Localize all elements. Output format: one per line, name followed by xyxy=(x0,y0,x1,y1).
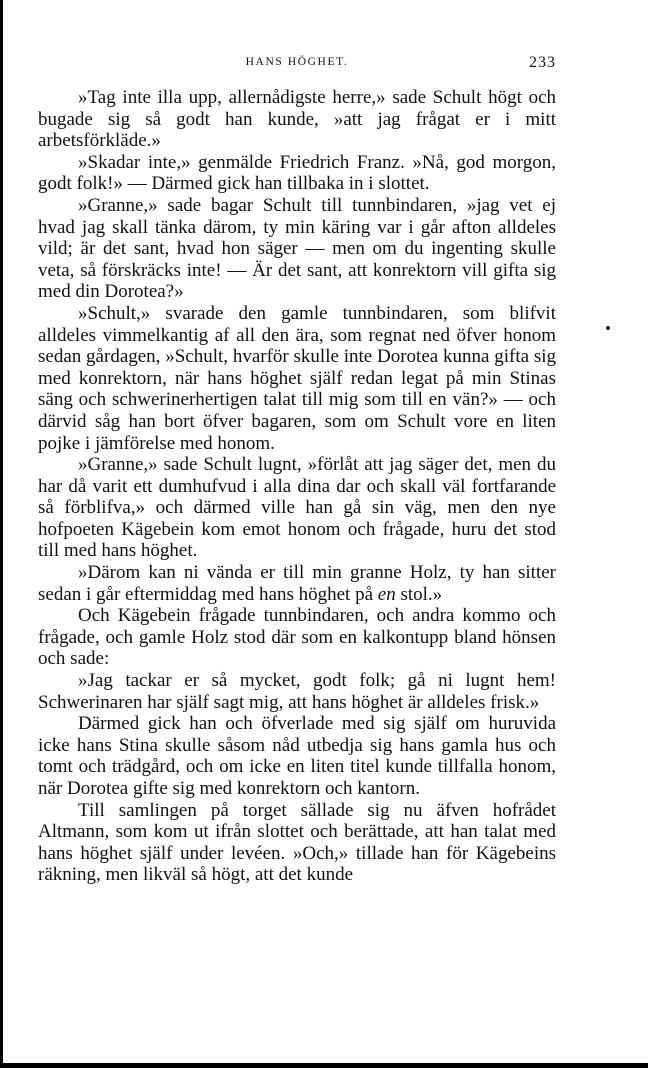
paragraph: Till samlingen på torget sällade sig nu äfven hofrådet Altmann, som kom ut ifrån slottet och berättade, att han talat med hans höghet själf under levéen. »Och,» tillade han för Kägebeins räkning, men likväl så högt, att det kunde xyxy=(38,799,556,886)
scan-left-border xyxy=(0,0,3,1068)
running-title: HANS HÖGHET. xyxy=(245,56,349,68)
paragraph-text: »Därom kan ni vända er till min granne Holz, ty han sitter sedan i går eftermiddag med hans höghet på xyxy=(38,562,556,605)
italic-word: en xyxy=(377,583,396,605)
paragraph: Och Kägebein frågade tunnbindaren, och andra kommo och frågade, och gamle Holz stod där som en kalkontupp bland hönsen och sade: xyxy=(38,605,556,670)
body-text xyxy=(38,87,556,886)
paragraph: »Skadar inte,» genmälde Friedrich Franz. »Nå, god morgon, godt folk!» — Därmed gick han tillbaka in i slottet. xyxy=(38,151,556,195)
page-header xyxy=(38,54,556,74)
paragraph: »Tag inte illa upp, allernådigste herre,» sade Schult högt och bugade sig så godt han kunde, »att jag frågat er i mitt arbetsförkläde.» xyxy=(38,87,556,152)
paragraph: Därmed gick han och öfverlade med sig själf om huruvida icke hans Stina skulle såsom nåd utbedja sig hans gamla hus och tomt och trädgård, och om icke en liten titel kunde tillfalla honom, när Dorotea gifte sig med konrektorn och kantorn. xyxy=(38,713,556,799)
paragraph: »Granne,» sade bagar Schult till tunnbindaren, »jag vet ej hvad jag skall tänka därom, ty min käring var i går afton alldeles vild; är det sant, hvad hon säger — men om du ingenting skulle veta, så förskräcks inte! — Är det sant, att konrektorn vill gifta sig med din Dorotea?» xyxy=(38,194,556,303)
paragraph: »Granne,» sade Schult lugnt, »förlåt att jag säger det, men du har då varit ett dumhufvud i alla dina dar och skall väl fortfarande så förblifva,» och därmed ville han gå sin väg, men den nye hofpoeten Kägebein kom emot honom och frågade, huru det stod till med hans höghet. xyxy=(38,454,556,562)
ink-dot xyxy=(606,326,610,330)
paragraph: »Schult,» svarade den gamle tunnbindaren, som blifvit alldeles vimmelkantig af all den ära, som regnat ned öfver honom sedan gårdagen, »Schult, hvarför skulle inte Dorotea kunna gifta sig med konrektorn, när hans höghet själf redan legat på min Stinas säng och schwerinerhertigen talat till mig som till en vän?» — och därvid såg han bort öfver bagaren, som om Schult vore en liten pojke i jämförelse med honom. xyxy=(38,302,556,454)
paragraph-tail: stol.» xyxy=(395,583,443,605)
page-number: 233 xyxy=(529,54,556,71)
paragraph: »Jag tackar er så mycket, godt folk; gå ni lugnt hem! Schwerinaren har själf sagt mig, att hans höghet är alldeles frisk.» xyxy=(38,670,556,713)
paragraph-with-italic xyxy=(38,562,556,605)
scan-bottom-border xyxy=(0,1063,648,1068)
